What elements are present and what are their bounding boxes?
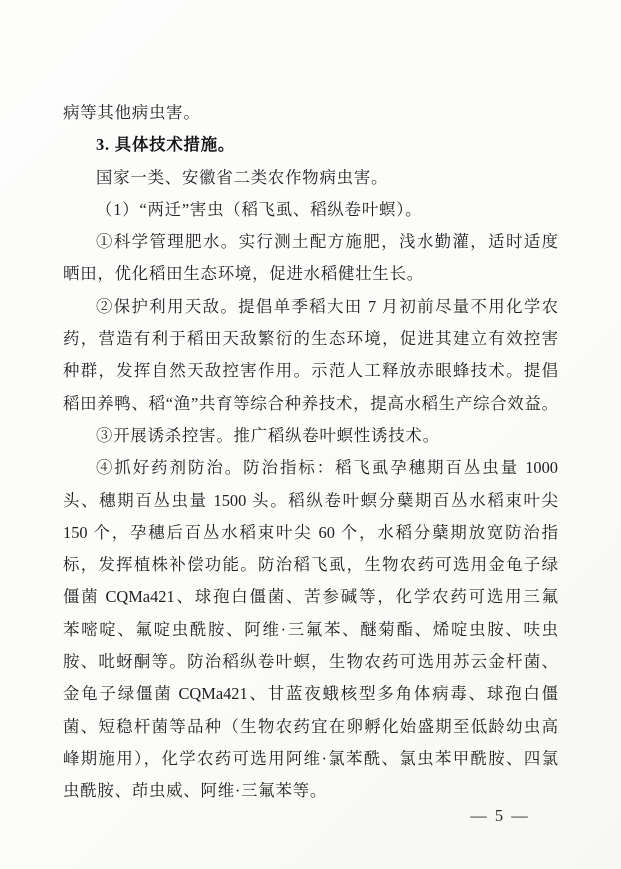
document-text-line: 胺、吡蚜酮等。防治稻纵卷叶螟，生物农药可选用苏云金杆菌、	[63, 652, 558, 672]
document-body	[63, 97, 558, 808]
page-number: — 5 —	[470, 806, 530, 825]
document-text-line: 稻田养鸭、稻“渔”共育等综合种养技术，提高水稻生产综合效益。	[63, 393, 558, 413]
document-text-line: ①科学管理肥水。实行测土配方施肥，浅水勤灌，适时适度	[96, 232, 558, 252]
document-text-line: ④抓好药剂防治。防治指标：稻飞虱孕穗期百丛虫量 1000	[96, 458, 558, 478]
document-text-line: ③开展诱杀控害。推广稻纵卷叶螟性诱技术。	[96, 425, 440, 445]
document-text-line: 病等其他病虫害。	[63, 103, 201, 122]
document-text-line: 3. 具体技术措施。	[96, 135, 236, 155]
document-text-line: 苯嘧啶、氟啶虫酰胺、阿维·三氟苯、醚菊酯、烯啶虫胺、呋虫	[63, 619, 558, 639]
document-text-line: 标，发挥植株补偿功能。防治稻飞虱，生物农药可选用金龟子绿	[63, 555, 558, 575]
document-text-line: 虫酰胺、茚虫威、阿维·三氟苯等。	[63, 781, 328, 801]
document-text-line: 药，营造有利于稻田天敌繁衍的生态环境，促进其建立有效控害	[63, 329, 558, 349]
document-text-line: 金龟子绿僵菌 CQMa421、甘蓝夜蛾核型多角体病毒、球孢白僵	[63, 684, 558, 704]
document-text-line: 头、穗期百丛虫量 1500 头。稻纵卷叶螟分蘖期百丛水稻束叶尖	[63, 490, 558, 510]
document-text-line: ②保护利用天敌。提倡单季稻大田 7 月初前尽量不用化学农	[96, 296, 558, 316]
document-text-line: （1）“两迁”害虫（稻飞虱、稻纵卷叶螟）。	[96, 199, 423, 219]
document-text-line: 峰期施用），化学农药可选用阿维·氯苯酰、氯虫苯甲酰胺、四氯	[63, 748, 558, 768]
document-text-line: 国家一类、安徽省二类农作物病虫害。	[96, 167, 389, 187]
document-text-line: 菌、短稳杆菌等品种（生物农药宜在卵孵化始盛期至低龄幼虫高	[63, 716, 558, 736]
document-text-line: 僵菌 CQMa421、球孢白僵菌、苦参碱等，化学农药可选用三氟	[63, 587, 558, 607]
document-text-line: 晒田，优化稻田生态环境，促进水稻健壮生长。	[63, 264, 425, 284]
document-text-line: 150 个，孕穗后百丛水稻束叶尖 60 个，水稻分蘖期放宽防治指	[63, 522, 558, 542]
document-text-line: 种群，发挥自然天敌控害作用。示范人工释放赤眼蜂技术。提倡	[63, 361, 558, 381]
